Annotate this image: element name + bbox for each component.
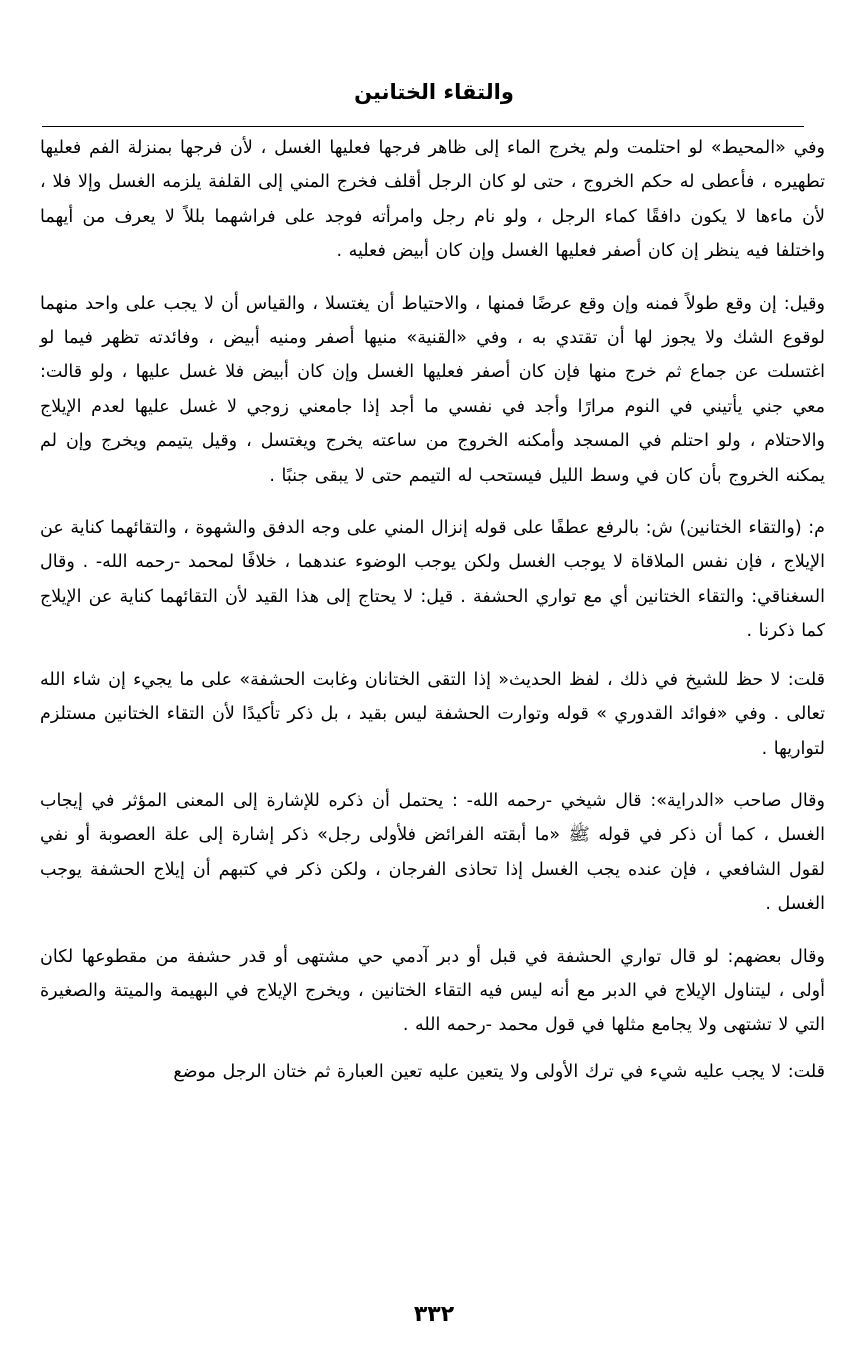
paragraph-qultu-2: قلت: لا يجب عليه شيء في ترك الأولى ولا يتعين عليه تعين العبارة ثم ختان الرجل موضع [173,1061,825,1082]
paragraph-baduhum: وقال بعضهم: لو قال تواري الحشفة في قبل أو دبر آدمي حي مشتهى أو قدر حشفة من مقطوعها لكان أولى ، ليتناول الإيلاج في الدبر مع أنه ليس فيه التقاء الختانين ، ويخرج الإيلاج في البهيمة والميتة والصغيرة التي لا تشتهى ولا يجامع مثلها في قول محمد -رحمه الله . [40,946,825,1036]
running-header: والتقاء الختانين [354,80,514,104]
body-text [40,131,825,1089]
header-divider [42,126,804,127]
page-number: ٣٣٢ [413,1302,455,1327]
paragraph-diraya: وقال صاحب «الدراية»: قال شيخي -رحمه الله- : يحتمل أن ذكره للإشارة إلى المعنى المؤثر في إيجاب الغسل ، كما أن ذكر في قوله ﷺ «ما أبقته الفرائض فلأولى رجل» ذكر إشارة إلى علة العصوبة أو نفي لقول الشافعي ، فإن عنده يجب الغسل إذا تحاذى الفرجان ، ولكن ذكر في كتبهم أن إيلاج الحشفة يوجب الغسل . [40,790,825,915]
paragraph-qila: وقيل: إن وقع طولاً فمنه وإن وقع عرضًا فمنها ، والاحتياط أن يغتسلا ، والقياس أن لا يجب على واحد منهما لوقوع الشك ولا يجوز لها أن تقتدي به ، وفي «القنية» منيها أصفر ومنيه أبيض ، وفائدته تظهر فيما لو اغتسلت عن جماع ثم خرج منها فإن كان أصفر فعليها الغسل وإن كان أبيض فلا غسل عليها ، ولو قالت: معي جني يأتيني في النوم مرارًا وأجد في نفسي ما أجد إذا جامعني زوجي لا غسل عليها لعدم الإيلاج والاحتلام ، ولو احتلم في المسجد وأمكنه الخروج من ساعته يخرج ويغتسل ، وقيل يتيمم ويخرج وإن لم يمكنه الخروج بأن كان في وسط الليل فيستحب له التيمم حتى لا يبقى جنبًا . [40,293,825,486]
paragraph-iltiqa-matn: م: (والتقاء الختانين) ش: بالرفع عطفًا على قوله إنزال المني على وجه الدفق والشهوة ، والتقائهما كناية عن الإيلاج ، فإن نفس الملاقاة لا يوجب الغسل ولكن يوجب الوضوء عندهما ، خلافًا لمحمد -رحمه الله- . وقال السغناقي: والتقاء الختانين أي مع تواري الحشفة . قيل: لا يحتاج إلى هذا القيد لأن التقائهما كناية عن الإيلاج كما ذكرنا . [40,518,825,642]
paragraph-muhit: وفي «المحيط» لو احتلمت ولم يخرج الماء إلى ظاهر فرجها فعليها الغسل ، لأن فرجها بمنزلة الفم فعليها تطهيره ، فأعطى له حكم الخروج ، حتى لو كان الرجل أقلف فخرج المني إلى القلفة يلزمه الغسل وإلا فلا ، لأن ماءها لا يكون دافقًا كماء الرجل ، ولو نام رجل وامرأته فوجد على فراشهما بللاً لا يعرف من أيهما واختلفا فيه ينظر إن كان أصفر فعليها الغسل وإن كان أبيض فعليه . [40,138,825,262]
paragraph-qultu-1: قلت: لا حظ للشيخ في ذلك ، لفظ الحديث« إذا التقى الختانان وغابت الحشفة» على ما يجيء إن شاء الله تعالى . وفي «فوائد القدوري » قوله وتوارت الحشفة ليس بقيد ، بل ذكر تأكيدًا لأن التقاء الختانين مستلزم لتواريها . [40,669,825,759]
